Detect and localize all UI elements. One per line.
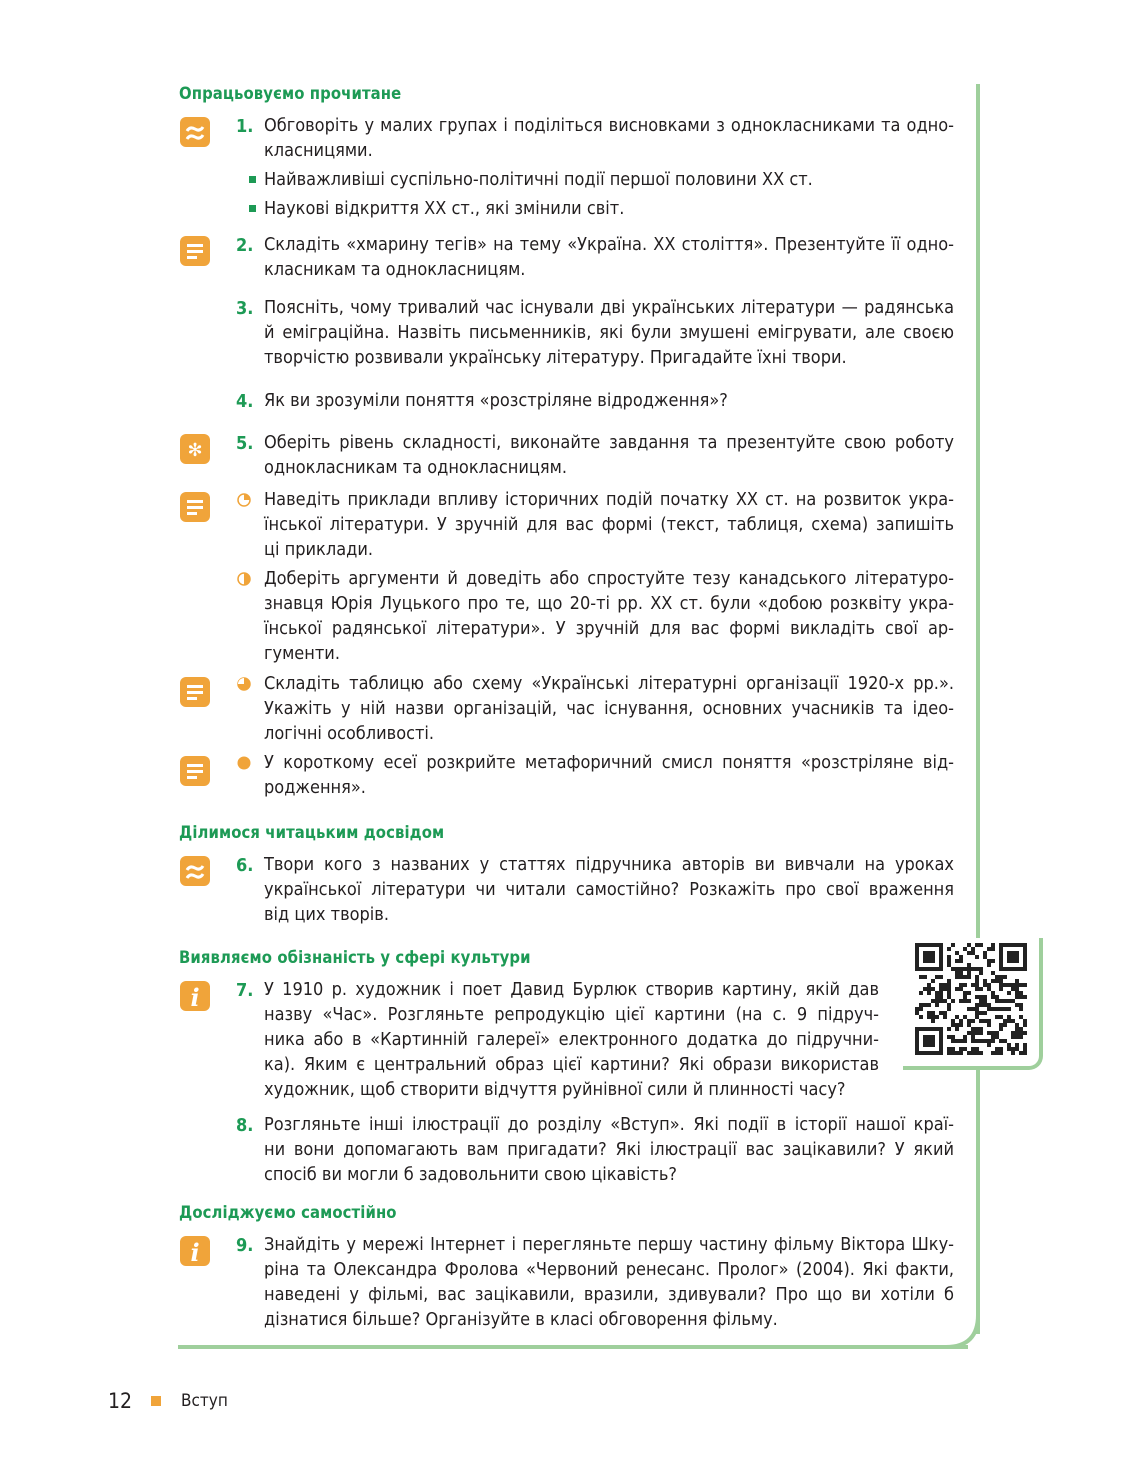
text-line: Складіть таблицю або схему «Українські літературні організації 1920-х рр.». (264, 673, 954, 694)
task-5-text (264, 430, 954, 480)
svg-text:✻: ✻ (187, 440, 203, 461)
text-line: ни вони допомагають вам пригадати? Які ілюстрації вас зацікавили? У який (264, 1139, 954, 1160)
task-5b-text (264, 566, 954, 666)
task-number: 4. (236, 391, 254, 412)
text-line: ріна та Олександра Фролова «Червоний ренесанс. Пролог» (2004). Які факти, (264, 1259, 954, 1280)
text-line: класникам та однокласницям. (264, 259, 526, 280)
section-heading: Досліджуємо самостійно (179, 1203, 397, 1222)
task-5d-text (264, 750, 954, 800)
task-number: 3. (236, 298, 254, 319)
text-line: й еміграційна. Назвіть письменників, які були змушені емігрувати, але своєю (264, 322, 954, 343)
discussion-icon (180, 117, 210, 147)
task-number: 2. (236, 235, 254, 256)
text-line: їнської літератури. У зручній для вас формі (текст, таблиця, схема) запишіть (264, 514, 954, 535)
task-4-text (264, 388, 954, 413)
bullet (249, 205, 256, 212)
text-line: Знайдіть у мережі Інтернет і перегляньте першу частину фільму Віктора Шку- (264, 1234, 954, 1255)
bullet (249, 176, 256, 183)
writing-icon (180, 236, 210, 266)
writing-icon (180, 677, 210, 707)
task-number: 6. (236, 855, 254, 876)
task-number: 9. (236, 1235, 254, 1256)
text-line: логічні особливості. (264, 723, 435, 744)
text-line: Наведіть приклади впливу історичних подій початку XX ст. на розвиток укра- (264, 489, 954, 510)
task-5a-text (264, 487, 954, 562)
text-line: від цих творів. (264, 904, 389, 925)
creative-icon (180, 434, 210, 464)
task-3-text (264, 295, 954, 370)
writing-icon (180, 756, 210, 786)
task-number: 5. (236, 433, 254, 454)
task-1-text (264, 113, 954, 163)
text-line: Обговоріть у малих групах і поділіться висновками з однокласниками та одно- (264, 115, 954, 136)
text-line: Поясніть, чому тривалий час існували дві українських літератури — радянська (264, 297, 954, 318)
level-half-marker (237, 572, 251, 586)
text-line: гументи. (264, 643, 340, 664)
section-heading: Виявляємо обізнаність у сфері культури (179, 948, 531, 967)
text-line: Наукові відкриття XX ст., які змінили світ. (264, 198, 625, 219)
text-line: спосіб ви могли б задовольнити свою цікавість? (264, 1164, 677, 1185)
task-2-text (264, 232, 954, 282)
level-quarter-marker (237, 493, 251, 507)
text-line: Доберіть аргументи й доведіть або спростуйте тезу канадського літературо- (264, 568, 954, 589)
text-line: Найважливіші суспільно-політичні події першої половини XX ст. (264, 169, 813, 190)
task-5c-text (264, 671, 954, 746)
text-line: Розгляньте інші ілюстрації до розділу «Вступ». Які події в історії нашої краї- (264, 1114, 954, 1135)
task-number: 8. (236, 1115, 254, 1136)
text-line: Укажіть у ній назви організацій, час існування, основних учасників та ідео- (264, 698, 954, 719)
footer-square (151, 1396, 161, 1406)
info-icon (180, 1236, 210, 1266)
task-number: 1. (236, 116, 254, 137)
text-line: ка). Яким є центральний образ цієї картини? Які образи використав (264, 1054, 879, 1075)
discussion-icon (180, 856, 210, 886)
text-line: творчістю розвивали українську літературу. Пригадайте їхні твори. (264, 347, 847, 368)
task-number: 7. (236, 980, 254, 1001)
svg-text:i: i (190, 983, 200, 1011)
text-line: української літератури чи читали самостійно? Розкажіть про свої враження (264, 879, 954, 900)
text-line: однокласникам та однокласницям. (264, 457, 568, 478)
info-icon (180, 981, 210, 1011)
text-line: класницями. (264, 140, 373, 161)
svg-text:i: i (190, 1238, 200, 1266)
text-line: ці приклади. (264, 539, 373, 560)
section-heading: Опрацьовуємо прочитане (179, 84, 402, 103)
footer-section: Вступ (181, 1391, 228, 1411)
page-number: 12 (108, 1389, 133, 1413)
text-line: наведені у фільмі, вас зацікавили, вразили, здивували? Про що ви хотіли б (264, 1284, 954, 1305)
text-line: знавця Юрія Луцького про те, що 20-ті рр. XX ст. були «добою розквіту укра- (264, 593, 954, 614)
level-three-quarter-marker (237, 677, 251, 691)
writing-icon (180, 492, 210, 522)
text-line: назву «Час». Розгляньте репродукцію цієї картини (на с. 9 підруч- (264, 1004, 879, 1025)
text-line: У 1910 р. художник і поет Давид Бурлюк створив картину, якій дав (264, 979, 879, 1000)
text-line: У короткому есеї розкрийте метафоричний смисл поняття «розстріляне від- (264, 752, 954, 773)
frame-right-border (976, 84, 980, 1334)
text-line: Складіть «хмарину тегів» на тему «Україна. XX століття». Презентуйте її одно- (264, 234, 954, 255)
bullet-text (264, 196, 954, 221)
qr-code[interactable] (915, 943, 1027, 1055)
text-line: родження». (264, 777, 366, 798)
task-7-text (264, 977, 879, 1102)
text-line: Як ви зрозуміли поняття «розстріляне відродження»? (264, 390, 728, 411)
bullet-text (264, 167, 954, 192)
text-line: їнської радянської літератури». У зручній для вас формі викладіть свої ар- (264, 618, 954, 639)
text-line: ника або в «Картинній галереї» електронного додатка до підручни- (264, 1029, 879, 1050)
frame-bottom-border (178, 1345, 968, 1349)
text-line: дізнатися більше? Організуйте в класі обговорення фільму. (264, 1309, 778, 1330)
section-heading: Ділимося читацьким досвідом (179, 823, 445, 842)
task-6-text (264, 852, 954, 927)
task-9-text (264, 1232, 954, 1332)
text-line: Оберіть рівень складності, виконайте завдання та презентуйте свою роботу (264, 432, 954, 453)
level-full-marker (237, 756, 251, 770)
text-line: Твори кого з названих у статтях підручника авторів ви вивчали на уроках (264, 854, 954, 875)
text-line: художник, щоб створити відчуття руйнівної сили й плинності часу? (264, 1079, 846, 1100)
task-8-text (264, 1112, 954, 1187)
